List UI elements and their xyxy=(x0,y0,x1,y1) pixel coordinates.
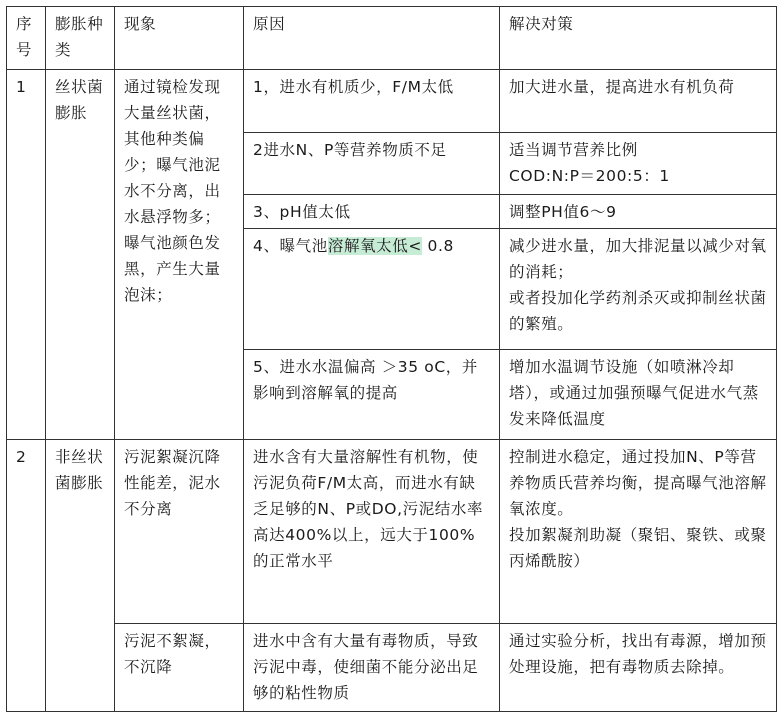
header-cause: 原因 xyxy=(244,7,500,70)
solution-4-line-2: 或者投加化学药剂杀灭或抑制丝状菌的繁殖。 xyxy=(509,289,767,333)
row1-solution-3: 调整PH值6～9 xyxy=(500,195,777,229)
solution-2-line-1: 适当调节营养比例 xyxy=(509,141,638,159)
row1-cause-3: 3、pH值太低 xyxy=(244,195,500,229)
solution-4-line-1: 减少进水量，加大排泥量以减少对氧的消耗； xyxy=(509,237,767,281)
row2-phenomenon-2: 污泥不絮凝，不沉降 xyxy=(115,624,244,712)
sludge-bulking-table xyxy=(6,6,777,712)
table-row xyxy=(7,440,777,624)
header-row xyxy=(7,7,777,70)
row1-cause-2: 2进水N、P等营养物质不足 xyxy=(244,133,500,195)
row2-type: 非丝状菌膨胀 xyxy=(46,440,115,712)
row1-cause-1: 1，进水有机质少，F/M太低 xyxy=(244,70,500,133)
row1-solution-1: 加大进水量，提高进水有机负荷 xyxy=(500,70,777,133)
header-type: 膨胀种类 xyxy=(46,7,115,70)
row1-solution-5: 增加水温调节设施（如喷淋冷却塔），或通过加强预曝气促进水气蒸发来降低温度 xyxy=(500,350,777,440)
header-solution: 解决对策 xyxy=(500,7,777,70)
row1-seq: 1 xyxy=(7,70,46,440)
row2-phenomenon-1: 污泥絮凝沉降性能差，泥水不分离 xyxy=(115,440,244,624)
row2-cause-1: 进水含有大量溶解性有机物，使污泥负荷F/M太高，而进水有缺乏足够的N、P或DO,污泥结水率高达400%以上，远大于100%的正常水平 xyxy=(244,440,500,624)
row1-solution-2 xyxy=(500,133,777,195)
row2-solution-1-line-2: 投加絮凝剂助凝（聚铝、聚铁、或聚丙烯酰胺） xyxy=(509,526,767,570)
solution-2-line-2: COD:N:P＝200:5：1 xyxy=(509,167,670,185)
row2-solution-1 xyxy=(500,440,777,624)
header-seq: 序号 xyxy=(7,7,46,70)
row2-seq: 2 xyxy=(7,440,46,712)
header-phenomenon: 现象 xyxy=(115,7,244,70)
table-row xyxy=(7,70,777,133)
row2-solution-2: 通过实验分析，找出有毒源，增加预处理设施，把有毒物质去除掉。 xyxy=(500,624,777,712)
row1-phenomenon: 通过镜检发现大量丝状菌，其他种类偏少；曝气池泥水不分离，出水悬浮物多；曝气池颜色发黑，产生大量泡沫； xyxy=(115,70,244,440)
row2-solution-1-line-1: 控制进水稳定，通过投加N、P等营养物质氏营养均衡，提高曝气池溶解氧浓度。 xyxy=(509,448,767,518)
row2-cause-2: 进水中含有大量有毒物质，导致污泥中毒，使细菌不能分泌出足够的粘性物质 xyxy=(244,624,500,712)
row1-cause-5: 5、进水水温偏高 ＞35 oC，并影响到溶解氧的提高 xyxy=(244,350,500,440)
cause-4-prefix: 4、曝气池 xyxy=(253,237,328,255)
cause-4-highlight: 溶解氧太低< xyxy=(327,237,422,255)
cause-4-suffix: 0.8 xyxy=(421,237,454,255)
table-row xyxy=(7,624,777,712)
row1-type: 丝状菌膨胀 xyxy=(46,70,115,440)
row1-solution-4 xyxy=(500,229,777,350)
row1-cause-4 xyxy=(244,229,500,350)
